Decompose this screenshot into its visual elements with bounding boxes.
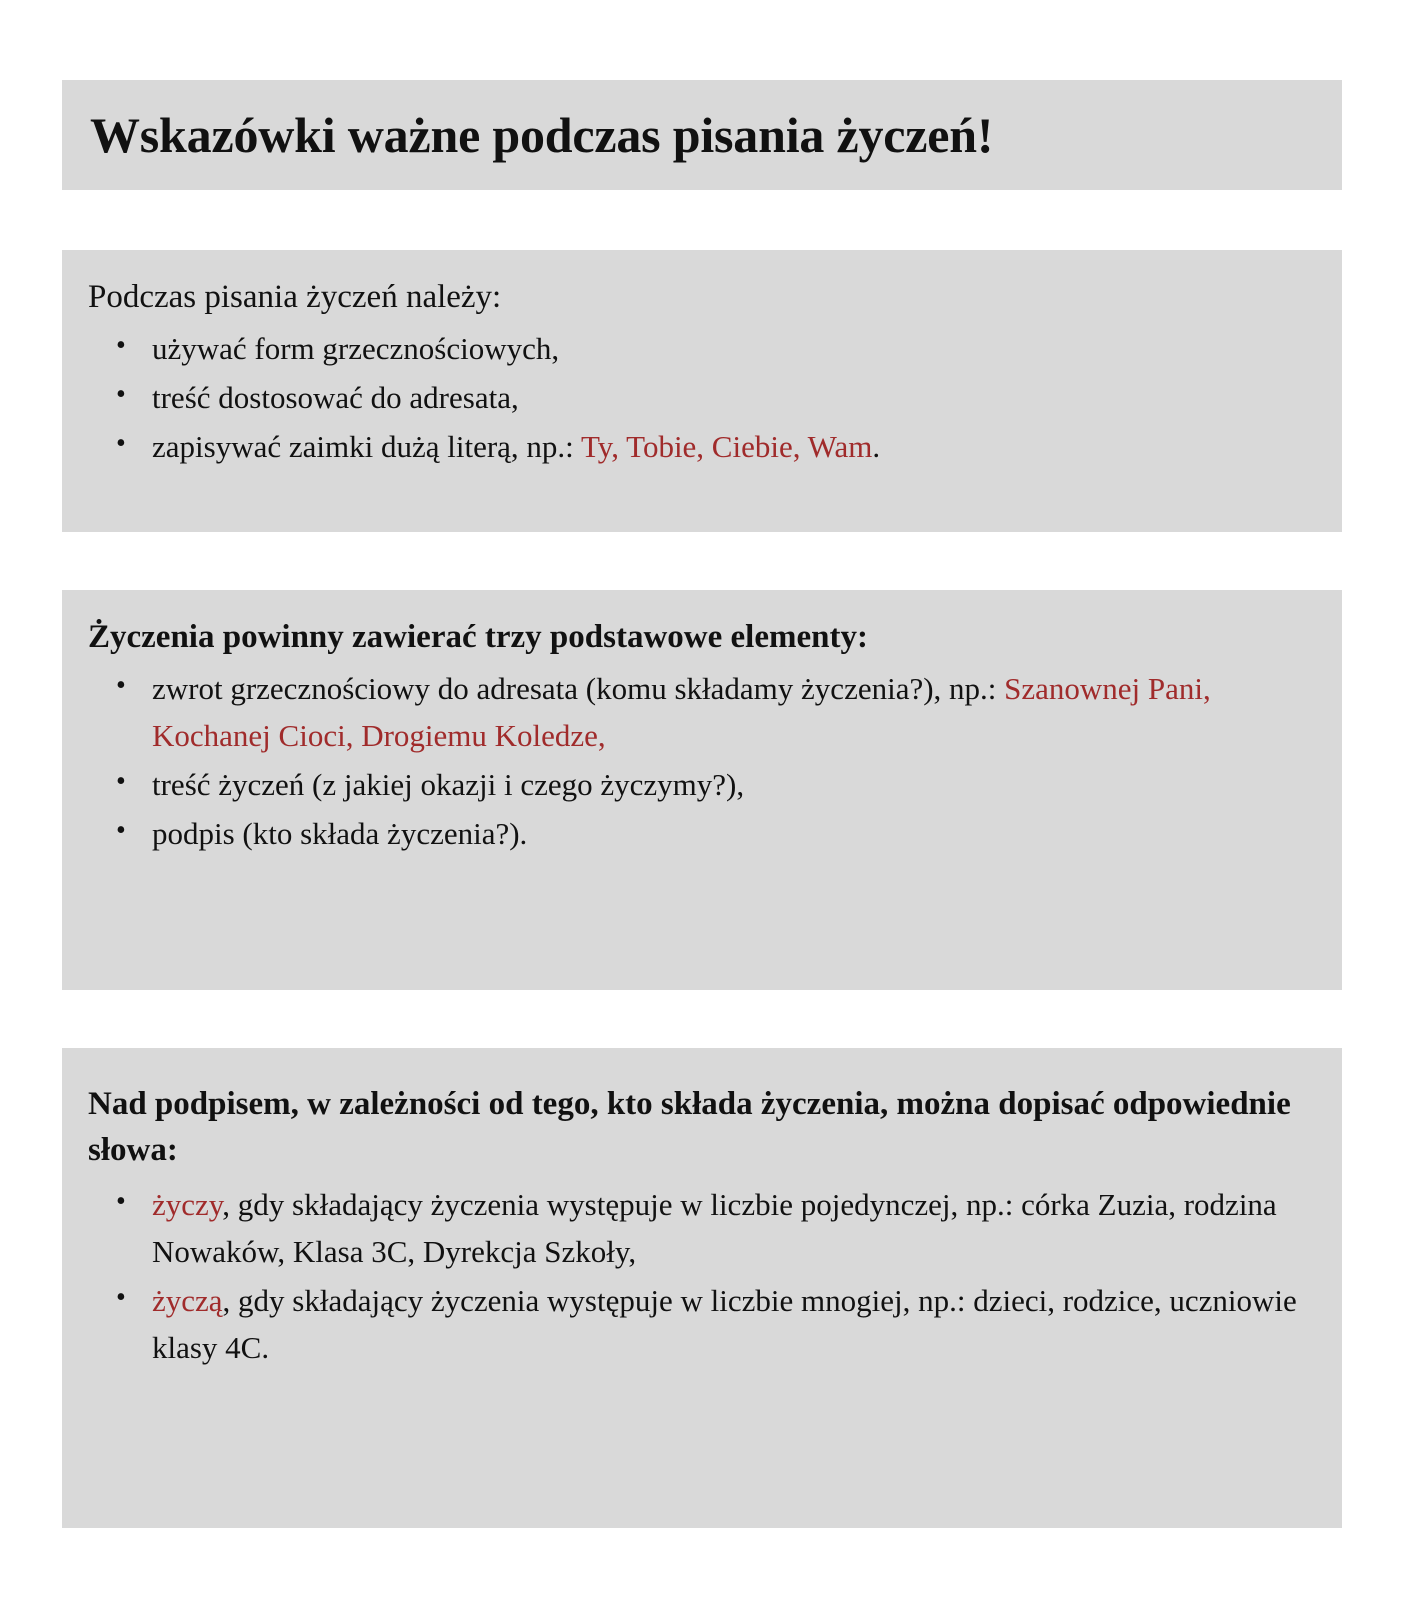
section-panel-2	[62, 590, 1342, 990]
highlighted-example-text: życzą	[152, 1283, 223, 1319]
list-item-text: używać form grzecznościowych,	[152, 330, 560, 366]
section-2-heading: Życzenia powinny zawierać trzy podstawowe elementy:	[88, 619, 868, 655]
title-panel	[62, 80, 1342, 190]
list-item-text: treść dostosować do adresata,	[152, 380, 519, 415]
list-item-text: .	[872, 429, 881, 465]
list-item-text: , gdy składający życzenia występuje w liczbie mnogiej, np.: dzieci, rodzice, uczniowie klasy 4C.	[152, 1283, 1297, 1366]
list-item-text: zapisywać zaimki dużą literą, np.:	[152, 429, 581, 465]
section-1-list	[88, 325, 1312, 470]
highlighted-example-text: Ty, Tobie, Ciebie, Wam	[580, 429, 873, 465]
section-3-list	[88, 1181, 1312, 1371]
list-item	[88, 761, 1312, 808]
section-panel-3	[62, 1048, 1342, 1528]
list-item-text: , gdy składający życzenia występuje w liczbie pojedynczej, np.: córka Zuzia, rodzina Nowaków, Klasa 3C, Dyrekcja Szkoły,	[152, 1187, 1277, 1270]
section-panel-1	[62, 250, 1342, 532]
section-3-heading: Nad podpisem, w zależności od tego, kto składa życzenia, można dopisać odpowiednie słowa:	[88, 1086, 1291, 1168]
list-item	[88, 325, 1312, 372]
list-item	[88, 1277, 1312, 1371]
list-item-text: zwrot grzecznościowy do adresata (komu składamy życzenia?), np.:	[152, 670, 1005, 706]
list-item	[88, 423, 1312, 470]
list-item-text: treść życzeń (z jakiej okazji i czego życzymy?),	[152, 767, 745, 803]
list-item-text: podpis (kto składa życzenia?).	[152, 816, 528, 852]
highlighted-example-text: Szanownej Pani, Kochanej Cioci, Drogiemu Koledze,	[152, 670, 1211, 753]
list-item	[88, 1181, 1312, 1275]
section-2-list	[88, 665, 1312, 857]
page-title: Wskazówki ważne podczas pisania życzeń!	[90, 106, 994, 163]
list-item	[88, 810, 1312, 857]
highlighted-example-text: życzy	[152, 1187, 223, 1223]
list-item	[88, 374, 1312, 421]
list-item	[88, 665, 1312, 759]
section-1-heading: Podczas pisania życzeń należy:	[88, 279, 502, 315]
